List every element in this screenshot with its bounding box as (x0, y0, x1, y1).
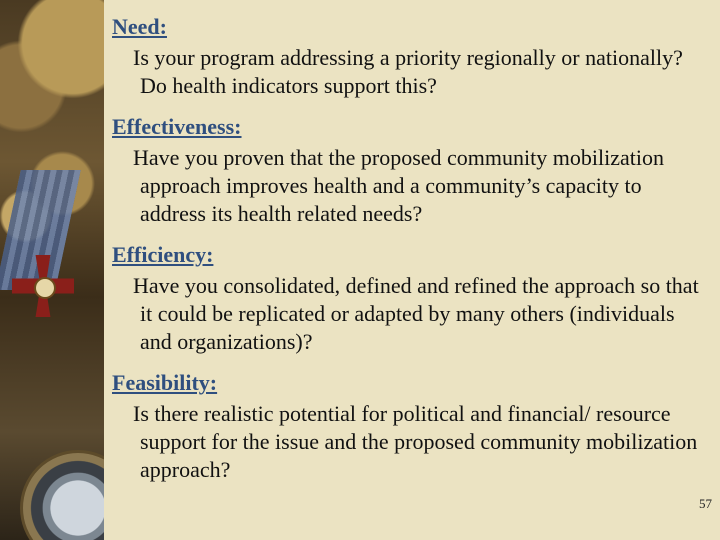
decorative-medal-image (0, 0, 104, 540)
section-text: Is there realistic potential for political and financial/ resource support for the issue and the proposed community mobilization approach? (133, 401, 698, 482)
section-heading: Efficiency: (112, 242, 214, 267)
page-number: 57 (699, 496, 712, 511)
section-feasibility (112, 370, 702, 484)
section-heading: Effectiveness: (112, 114, 242, 139)
section-text: Is your program addressing a priority regionally or nationally? Do health indicators support this? (133, 45, 683, 98)
compass-icon (20, 450, 104, 540)
section-text: Have you proven that the proposed community mobilization approach improves health and a community’s capacity to address its health related needs? (133, 145, 664, 226)
medal-center-icon (34, 277, 56, 299)
section-efficiency (112, 242, 702, 356)
section-heading: Feasibility: (112, 370, 218, 395)
section-effectiveness (112, 114, 702, 228)
section-need (112, 14, 702, 100)
slide-content (112, 14, 702, 498)
section-text: Have you consolidated, defined and refined the approach so that it could be replicated or adapted by many others (individuals and organizations)? (133, 273, 699, 354)
section-heading: Need: (112, 14, 167, 39)
